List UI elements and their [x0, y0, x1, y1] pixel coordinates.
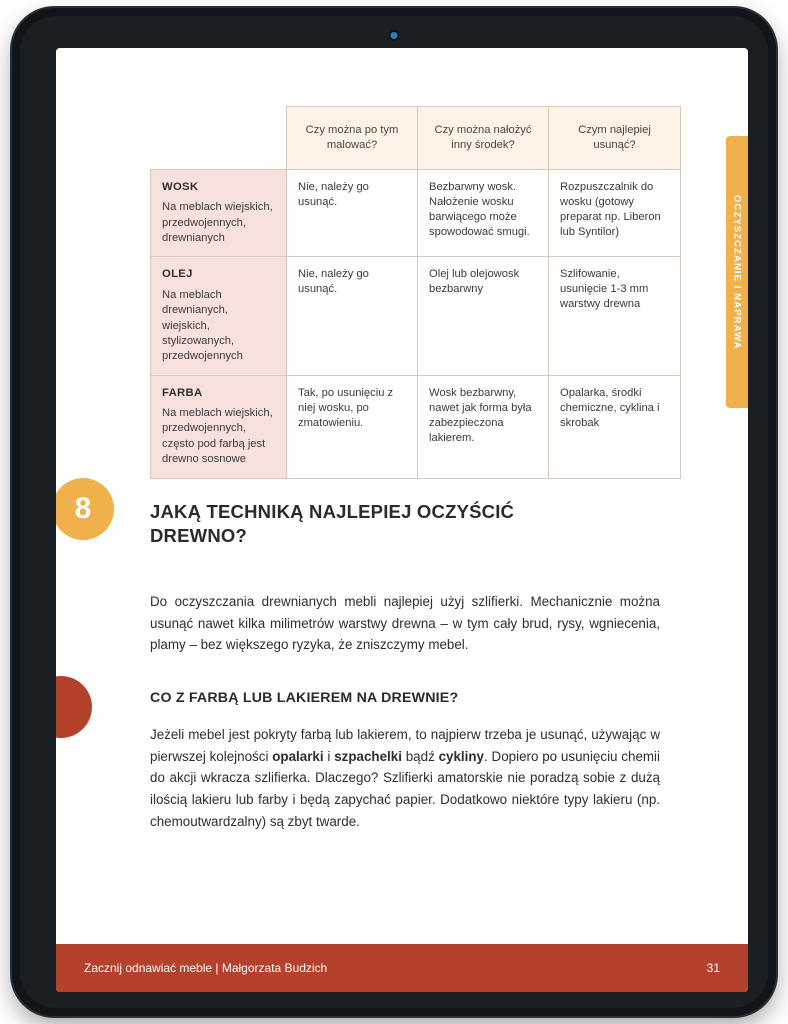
paragraph-2-text-4: . Dopiero po usunięciu chemii do akcji wkracza szlifierka. Dlaczego? Szlifierki amatorskie nie poradzą sobie z dużą ilością lakieru lub farby i będą zapychać papier. Dodatkowo niektóre typy lakieru (np. chemoutwardzalny) są zbyt twarde. [150, 748, 660, 829]
material-name: FARBA [162, 386, 203, 399]
table-row-header [151, 257, 287, 375]
tablet-device-frame [12, 8, 776, 1016]
table-header-col2: Czy można nałożyć inny środek? [418, 107, 549, 170]
paragraph-2-text-2: i [323, 748, 335, 764]
table-cell: Nie, należy go usunąć. [287, 170, 418, 257]
section-number-badge [56, 478, 114, 540]
chapter-side-tab[interactable] [726, 136, 748, 408]
table-cell: Szlifowanie, usunięcie 1-3 mm warstwy drewna [549, 257, 681, 375]
table-row [151, 257, 681, 375]
front-camera-icon [391, 32, 398, 39]
paragraph-2 [150, 724, 660, 833]
table-header-blank [151, 107, 287, 170]
page-title: JAKĄ TECHNIKĄ NAJLEPIEJ OCZYŚCIĆ DREWNO? [150, 501, 515, 547]
decorative-circle [56, 676, 92, 738]
footer-title: Zacznij odnawiać meble | Małgorzata Budzich [84, 961, 328, 975]
page-content [150, 500, 660, 832]
table-cell: Nie, należy go usunąć. [287, 257, 418, 375]
table-cell: Rozpuszczalnik do wosku (gotowy preparat np. Liberon lub Syntilor) [549, 170, 681, 257]
table-row-header [151, 375, 287, 478]
material-description: Na meblach drewnianych, wiejskich, stylizowanych, przedwojennych [162, 288, 243, 363]
comparison-table-wrap [150, 106, 680, 479]
paragraph-1: Do oczyszczania drewnianych mebli najlepiej użyj szlifierki. Mechanicznie można usunąć nawet kilka milimetrów warstwy drewna – w tym cały brud, rysy, wgniecenia, plamy – bez większego ryzyka, że zniszczymy mebel. [150, 593, 660, 653]
subheading: CO Z FARBĄ LUB LAKIEREM NA DREWNIE? [150, 689, 459, 706]
page-number: 31 [706, 961, 720, 975]
table-row [151, 375, 681, 478]
section-number: 8 [74, 492, 92, 525]
table-cell: Bezbarwny wosk. Nałożenie wosku barwiącego może spowodować smugi. [418, 170, 549, 257]
chapter-side-tab-label: OCZYSZCZANIE I NAPRAWA [731, 194, 743, 350]
table-cell: Wosk bezbarwny, nawet jak forma była zabezpieczona lakierem. [418, 375, 549, 478]
material-description: Na meblach wiejskich, przedwojennych, drewnianych [162, 201, 273, 245]
comparison-table [150, 106, 681, 479]
table-header-col1: Czy można po tym malować? [287, 107, 418, 170]
table-row [151, 170, 681, 257]
paragraph-2-bold-2: szpachelki [334, 748, 402, 764]
table-cell: Opalarka, środki chemiczne, cyklina i skrobak [549, 375, 681, 478]
table-cell: Olej lub olejowosk bezbarwny [418, 257, 549, 375]
ebook-page [56, 48, 748, 992]
material-name: OLEJ [162, 268, 193, 281]
material-description: Na meblach wiejskich, przedwojennych, często pod farbą jest drewno sosnowe [162, 407, 273, 466]
paragraph-2-text-1: Jeżeli mebel jest pokryty farbą lub lakierem, to najpierw trzeba je usunąć, używając w pierwszej kolejności [150, 726, 660, 764]
paragraph-2-bold-1: opalarki [272, 748, 324, 764]
table-row-header [151, 170, 287, 257]
page-footer [56, 944, 748, 992]
paragraph-2-text-3: bądź [401, 748, 439, 764]
material-name: WOSK [162, 181, 199, 193]
table-header-col3: Czym najlepiej usunąć? [549, 107, 681, 170]
table-cell: Tak, po usunięciu z niej wosku, po zmatowieniu. [287, 375, 418, 478]
table-header-row [151, 107, 681, 170]
tablet-bezel [20, 16, 768, 1008]
paragraph-2-bold-3: cykliny [438, 748, 484, 764]
